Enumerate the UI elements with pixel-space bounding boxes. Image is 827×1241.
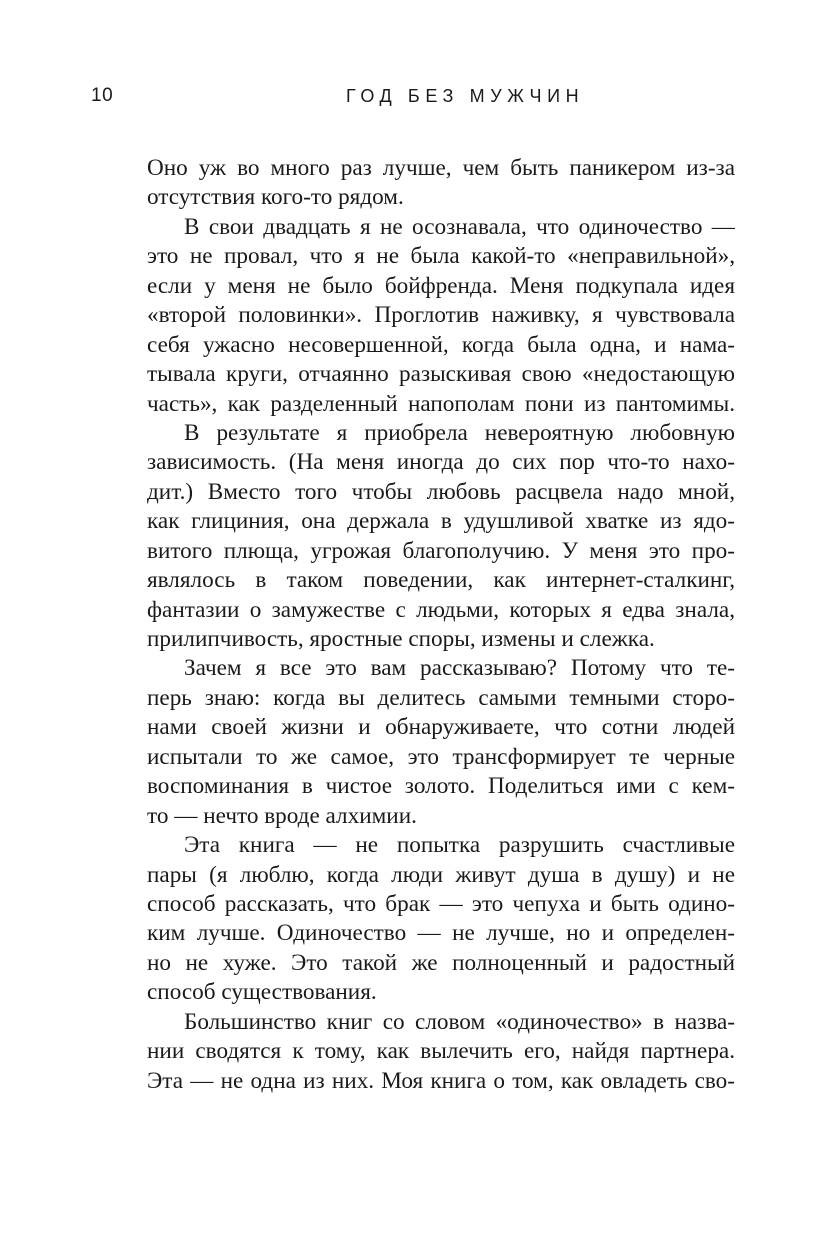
text-line: ким лучше. Одиночество — не лучше, но и определен- xyxy=(147,920,735,947)
text-line: дит.) Вместо того чтобы любовь расцвела надо мной, xyxy=(147,478,735,505)
text-line: способ существования. xyxy=(147,979,377,1006)
text-line: В результате я приобрела невероятную любовную xyxy=(184,419,735,446)
paragraph-1 xyxy=(147,154,735,213)
running-head-title: ГОД БЕЗ МУЖЧИН xyxy=(346,86,585,106)
paragraph-4 xyxy=(147,654,735,831)
paragraph-5 xyxy=(147,831,735,1008)
text-line: «второй половинки». Проглотив наживку, я чувствовала xyxy=(147,302,735,329)
text-line: фантазии о замужестве с людьми, которых я едва знала, xyxy=(147,596,735,623)
body-text xyxy=(147,154,735,1096)
text-line: Эта книга — не попытка разрушить счастливые xyxy=(184,832,735,859)
text-line: нии сводятся к тому, как вылечить его, найдя партнера. xyxy=(147,1038,735,1065)
text-line: отсутствия кого-то рядом. xyxy=(147,184,404,211)
text-line: часть», как разделенный напополам пони из пантомимы. xyxy=(147,390,735,417)
text-line: но не хуже. Это такой же полноценный и радостный xyxy=(147,949,735,976)
text-line: способ рассказать, что брак — это чепуха и быть одино- xyxy=(147,890,735,917)
text-line: как глициния, она держала в удушливой хватке из ядо- xyxy=(147,508,735,535)
text-line: являлось в таком поведении, как интернет-сталкинг, xyxy=(147,567,735,594)
text-line: Оно уж во много раз лучше, чем быть паникером из-за xyxy=(147,155,735,181)
text-line: тывала круги, отчаянно разыскивая свою «недостающую xyxy=(147,361,735,388)
text-line: воспоминания в чистое золото. Поделиться ими с кем- xyxy=(147,773,735,800)
paragraph-3 xyxy=(147,419,735,655)
text-line: зависимость. (На меня иногда до сих пор что-то нахо- xyxy=(147,449,735,476)
text-line: прилипчивость, яростные споры, измены и слежка. xyxy=(147,626,655,652)
text-line: пары (я люблю, когда люди живут душа в душу) и не xyxy=(147,861,735,888)
text-line: перь знаю: когда вы делитесь самыми темными сторо- xyxy=(147,684,735,711)
text-line: если у меня не было бойфренда. Меня подкупала идея xyxy=(147,272,735,299)
page-number: 10 xyxy=(91,85,114,106)
text-line: то — нечто вроде алхимии. xyxy=(147,802,417,829)
text-line: это не провал, что я не была какой-то «неправильной», xyxy=(147,243,735,270)
text-line: себя ужасно несовершенной, когда была одна, и нама- xyxy=(147,331,735,358)
text-line: В свои двадцать я не осознавала, что одиночество — xyxy=(184,213,735,240)
text-line: Зачем я все это вам рассказываю? Потому что те- xyxy=(184,655,735,682)
text-line: испытали то же самое, это трансформирует те черные xyxy=(147,743,735,770)
paragraph-2 xyxy=(147,213,735,419)
text-line: Эта — не одна из них. Моя книга о том, как овладеть сво- xyxy=(147,1067,735,1094)
text-line: нами своей жизни и обнаруживаете, что сотни людей xyxy=(147,714,735,741)
text-line: Большинство книг со словом «одиночество» в назва- xyxy=(184,1008,735,1035)
paragraph-6 xyxy=(147,1008,735,1096)
text-line: витого плюща, угрожая благополучию. У меня это про- xyxy=(147,537,735,564)
